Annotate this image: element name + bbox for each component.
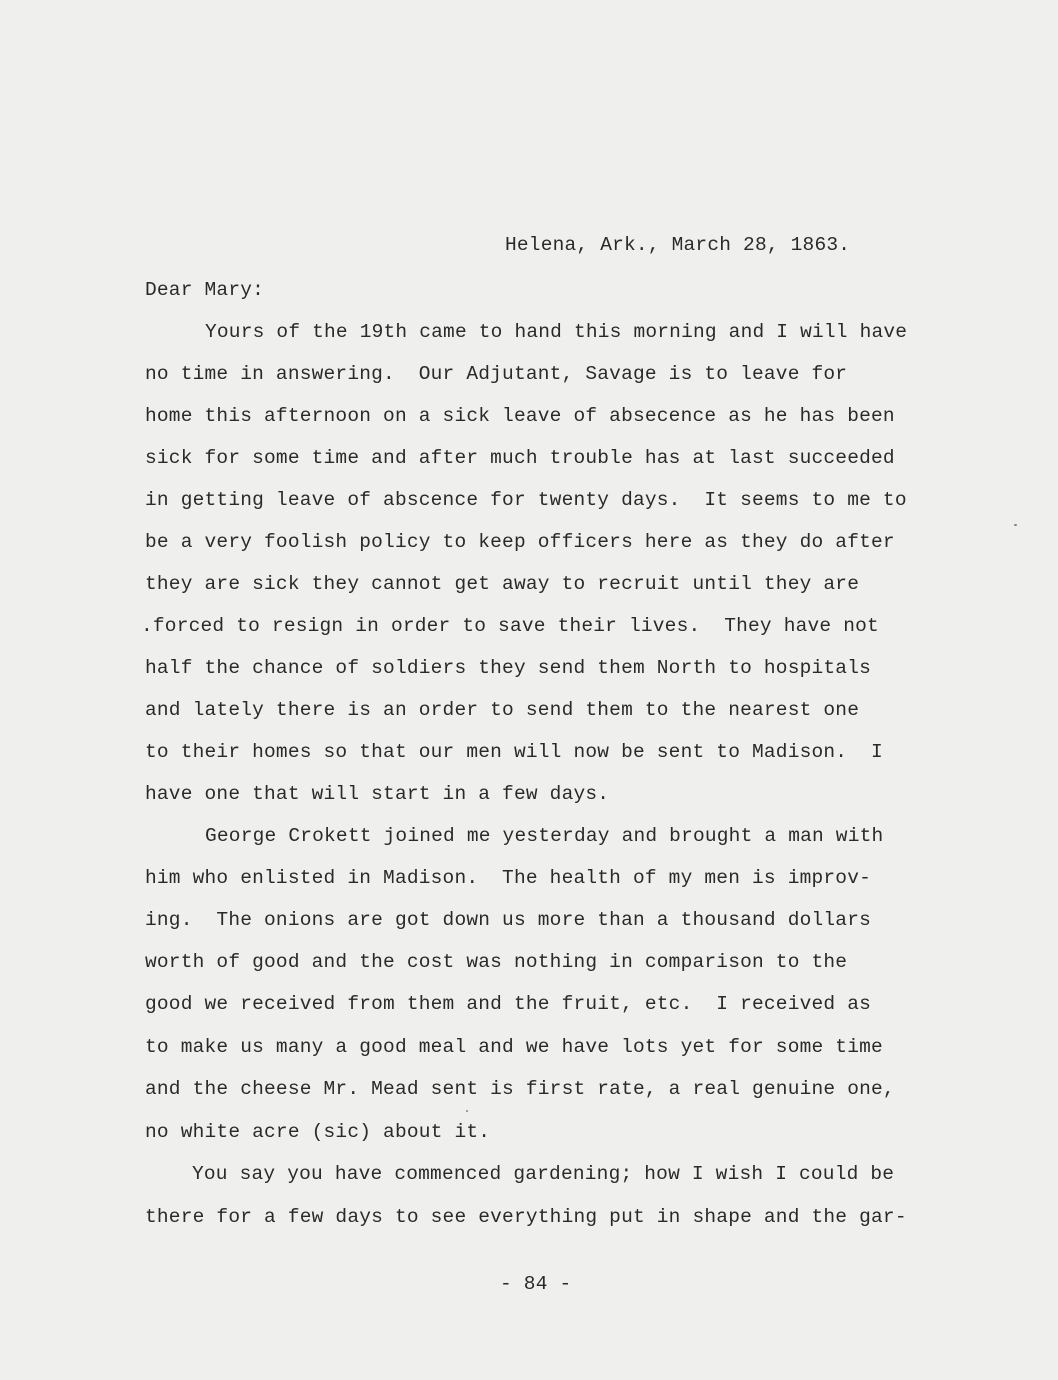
text-line: have one that will start in a few days. [145, 783, 610, 805]
text-line: half the chance of soldiers they send them North to hospitals [145, 657, 872, 679]
text-line: good we received from them and the fruit, etc. I received as [145, 993, 872, 1015]
paper-speck [466, 1110, 468, 1112]
text-line: George Crokett joined me yesterday and brought a man with [205, 825, 884, 847]
text-line: no time in answering. Our Adjutant, Savage is to leave for [145, 363, 848, 385]
text-line: to make us many a good meal and we have lots yet for some time [145, 1036, 883, 1058]
text-line: to their homes so that our men will now be sent to Madison. I [145, 741, 883, 763]
text-line: sick for some time and after much trouble has at last succeeded [145, 447, 895, 469]
page-number: - 84 - [500, 1273, 572, 1295]
text-line: be a very foolish policy to keep officers here as they do after [145, 531, 895, 553]
text-line: and lately there is an order to send them to the nearest one [145, 699, 860, 721]
text-line: there for a few days to see everything put in shape and the gar- [145, 1206, 907, 1228]
paper-speck [1014, 524, 1017, 526]
text-line: him who enlisted in Madison. The health of my men is improv- [145, 867, 872, 889]
salutation: Dear Mary: [145, 279, 265, 301]
text-line: they are sick they cannot get away to recruit until they are [145, 573, 860, 595]
text-line: You say you have commenced gardening; how I wish I could be [192, 1163, 895, 1185]
text-line: worth of good and the cost was nothing in comparison to the [145, 951, 848, 973]
text-line: home this afternoon on a sick leave of absecence as he has been [145, 405, 895, 427]
text-line: Yours of the 19th came to hand this morning and I will have [205, 321, 908, 343]
text-line: no white acre (sic) about it. [145, 1121, 491, 1143]
text-line: in getting leave of abscence for twenty days. It seems to me to [145, 489, 907, 511]
dateline: Helena, Ark., March 28, 1863. [505, 234, 851, 256]
text-line: ing. The onions are got down us more than a thousand dollars [145, 909, 872, 931]
text-line: .forced to resign in order to save their lives. They have not [141, 615, 879, 637]
text-line: and the cheese Mr. Mead sent is first rate, a real genuine one, [145, 1078, 895, 1100]
